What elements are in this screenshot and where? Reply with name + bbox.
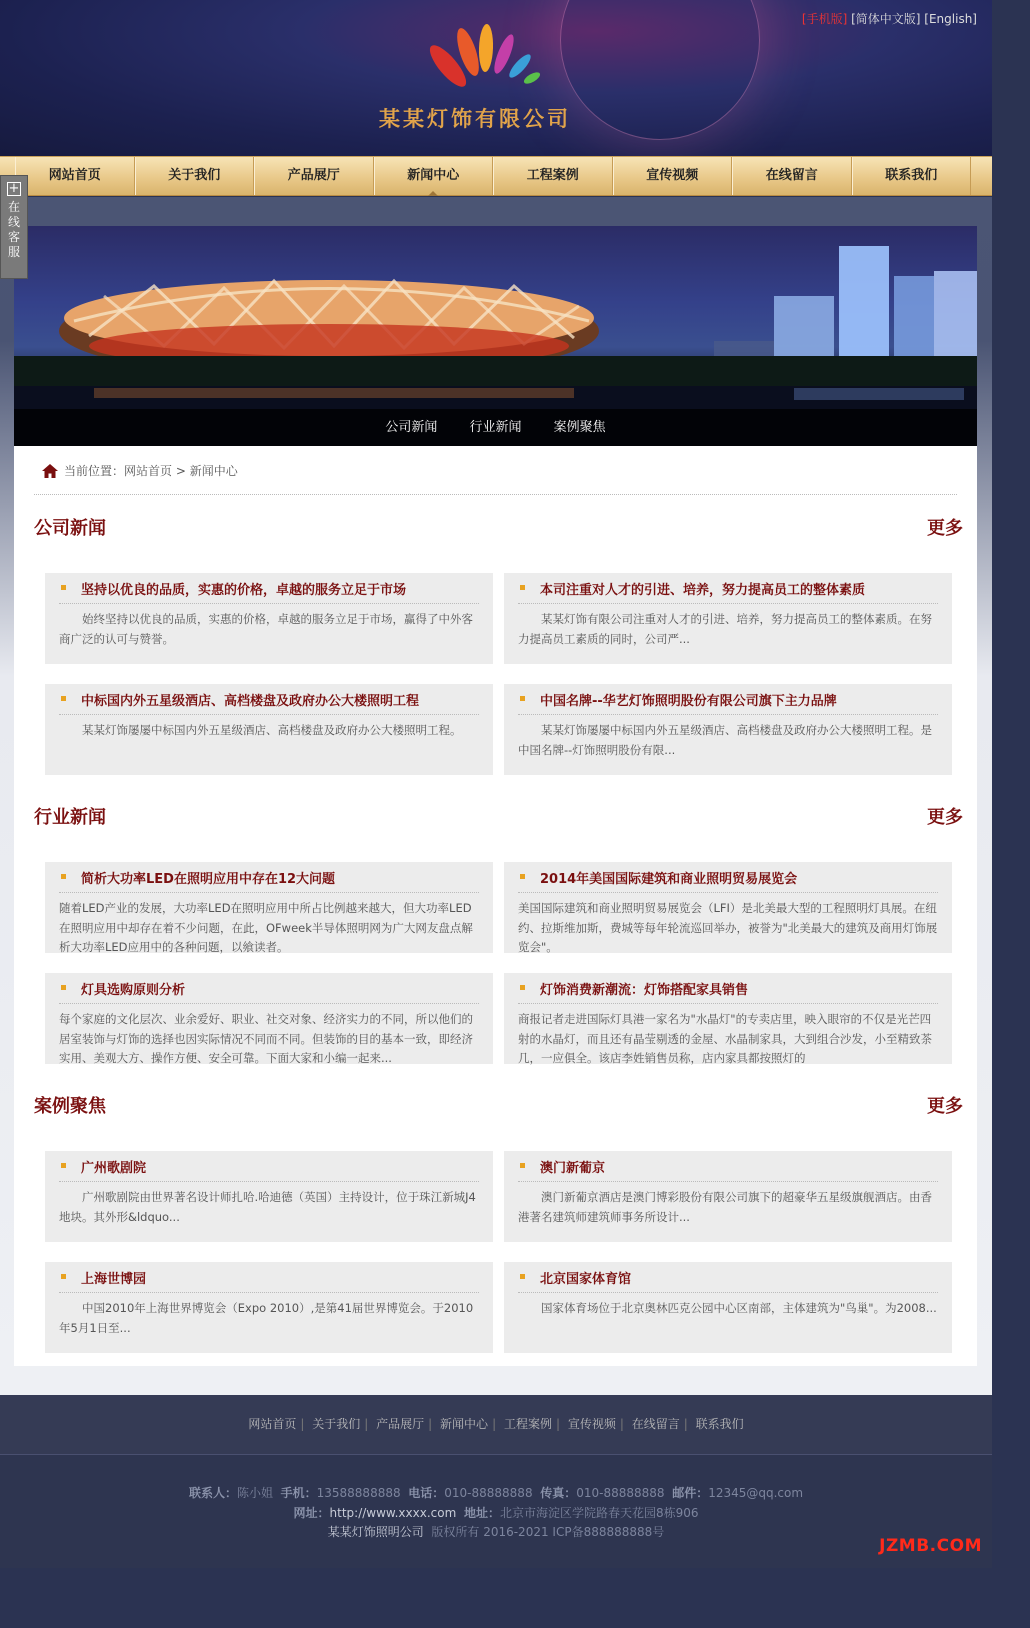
url-label: 网址： — [293, 1506, 330, 1520]
footer-link-news[interactable]: 新闻中心 — [440, 1417, 489, 1431]
site-header — [0, 0, 992, 156]
footer-copyright-line — [0, 1523, 992, 1540]
nav-item-contact[interactable]: 联系我们 — [852, 157, 972, 195]
case-summary: 国家体育场位于北京奥林匹克公园中心区南部，主体建筑为"鸟巢"。为2008... — [541, 1301, 937, 1315]
news-summary: 随着LED产业的发展，大功率LED在照明应用中所占比例越来越大，但大功率LED在照明应用中却存在着不少问题，在此，OFweek半导体照明网为广大网友盘点解析大功率LED应用中的各种问题，以飨读者。 — [59, 901, 473, 954]
divider — [34, 494, 957, 495]
nav-item-products[interactable]: 产品展厅 — [254, 157, 374, 195]
news-title[interactable]: 本司注重对人才的引进、培养，努力提高员工的整体素质 — [518, 579, 938, 604]
nav-item-cases[interactable]: 工程案例 — [493, 157, 613, 195]
case-title[interactable]: 上海世博园 — [59, 1268, 479, 1293]
main-nav — [0, 156, 992, 196]
url-value[interactable]: http://www.xxxx.com — [329, 1506, 457, 1520]
news-title[interactable]: 坚持以优良的品质，实惠的价格，卓越的服务立足于市场 — [59, 579, 479, 604]
news-card[interactable] — [45, 573, 493, 664]
industry-news-more-link[interactable]: 更多 — [927, 807, 963, 828]
company-name-logo: 某某灯饰有限公司 — [379, 106, 571, 131]
footer-address-line — [0, 1504, 992, 1521]
news-summary: 商报记者走进国际灯具港一家名为"水晶灯"的专卖店里，映入眼帘的不仅是光芒四射的水晶灯，而且还有晶莹剔透的金屋、水晶制家具，大到组合沙发，小至精致茶几，一应俱全。该店李姓销售员称，店内家具都按照灯的 — [518, 1012, 932, 1065]
nav-item-news[interactable]: 新闻中心 — [374, 157, 494, 195]
news-summary: 某某灯饰有限公司注重对人才的引进、培养，努力提高员工的整体素质。在努力提高员工素质的同时，公司严... — [518, 612, 932, 646]
watermark-logo: JZMB.COM — [879, 1536, 982, 1556]
lang-mobile-link[interactable]: [手机版] — [801, 12, 848, 26]
copyright-text: 版权所有 2016-2021 ICP备888888888号 — [431, 1525, 665, 1539]
online-service-tab[interactable] — [0, 175, 28, 279]
news-card[interactable] — [504, 684, 952, 775]
breadcrumb — [42, 462, 238, 479]
footer-link-contact[interactable]: 联系我们 — [695, 1417, 744, 1431]
case-summary: 澳门新葡京酒店是澳门博彩股份有限公司旗下的超豪华五星级旗舰酒店。由香港著名建筑师建筑师事务所设计... — [518, 1190, 932, 1224]
case-focus-more-link[interactable]: 更多 — [927, 1096, 963, 1117]
news-summary: 美国国际建筑和商业照明贸易展览会（LFI）是北美最大型的工程照明灯具展。在纽约、拉斯维加斯，费城等每年轮流巡回举办，被誉为"北美最大的建筑及商用灯饰展览会"。 — [518, 901, 938, 954]
case-card[interactable] — [45, 1262, 493, 1353]
main-content — [14, 446, 977, 1366]
company-news-more-link[interactable]: 更多 — [927, 518, 963, 539]
contact-name: 陈小姐 — [236, 1486, 273, 1500]
news-title[interactable]: 2014年美国国际建筑和商业照明贸易展览会 — [518, 868, 938, 893]
footer-link-cases[interactable]: 工程案例 — [503, 1417, 552, 1431]
banner — [14, 226, 977, 446]
address-value: 北京市海淀区学院路春天花园8栋906 — [499, 1506, 699, 1520]
logo-icon[interactable] — [420, 18, 550, 98]
plus-icon: + — [8, 181, 20, 196]
footer-nav: 网站首页 | 关于我们 | 产品展厅 | 新闻中心 | 工程案例 | 宣传视频 | 在线留言 | 联系我们 — [0, 1395, 992, 1455]
email-label: 邮件： — [672, 1486, 709, 1500]
case-summary: 中国2010年上海世界博览会（Expo 2010）,是第41届世界博览会。于2010年5月1日至... — [59, 1301, 474, 1335]
lang-en-link[interactable]: [English] — [924, 12, 977, 26]
news-card[interactable] — [45, 973, 493, 1064]
news-title[interactable]: 简析大功率LED在照明应用中存在12大问题 — [59, 868, 479, 893]
nav-item-home[interactable]: 网站首页 — [15, 157, 135, 195]
news-summary: 始终坚持以优良的品质，实惠的价格，卓越的服务立足于市场，赢得了中外客商广泛的认可与赞誉。 — [59, 612, 473, 646]
mobile-value: 13588888888 — [316, 1486, 401, 1500]
breadcrumb-current: 新闻中心 — [189, 464, 238, 478]
case-summary: 广州歌剧院由世界著名设计师扎哈.哈迪德（英国）主持设计，位于珠江新城J4地块。其外形&ldquo... — [59, 1190, 476, 1224]
news-title[interactable]: 中标国内外五星级酒店、高档楼盘及政府办公大楼照明工程 — [59, 690, 479, 715]
subnav-company-news[interactable]: 公司新闻 — [385, 420, 438, 435]
footer-link-message[interactable]: 在线留言 — [631, 1417, 680, 1431]
breadcrumb-prefix: 当前位置： — [64, 464, 125, 478]
tel-label: 电话： — [408, 1486, 445, 1500]
news-card[interactable] — [504, 573, 952, 664]
news-title[interactable]: 灯具选购原则分析 — [59, 979, 479, 1004]
section-title-industry-news: 行业新闻 — [34, 807, 106, 828]
footer-link-products[interactable]: 产品展厅 — [376, 1417, 425, 1431]
language-switcher — [802, 10, 977, 27]
breadcrumb-home-link[interactable]: 网站首页 — [124, 464, 173, 478]
news-card[interactable] — [45, 684, 493, 775]
news-summary: 某某灯饰屡屡中标国内外五星级酒店、高档楼盘及政府办公大楼照明工程。 — [82, 723, 462, 737]
nav-item-videos[interactable]: 宣传视频 — [613, 157, 733, 195]
news-card[interactable] — [504, 973, 952, 1064]
breadcrumb-separator: > — [172, 463, 190, 478]
case-card[interactable] — [45, 1151, 493, 1242]
email-value: 12345@qq.com — [708, 1486, 804, 1500]
fax-label: 传真： — [540, 1486, 577, 1500]
section-title-case-focus: 案例聚焦 — [34, 1096, 106, 1117]
case-title[interactable]: 澳门新葡京 — [518, 1157, 938, 1182]
news-summary: 每个家庭的文化层次、业余爱好、职业、社交对象、经济实力的不同，所以他们的居室装饰与灯饰的选择也因实际情况不同而不同。但装饰的目的基本一致，即经济实用、美观大方、操作方便、安全可靠。下面大家和小编一起来... — [59, 1012, 473, 1065]
case-card[interactable] — [504, 1151, 952, 1242]
fax-value: 010-88888888 — [576, 1486, 665, 1500]
online-service-label: 在线客服 — [7, 200, 20, 259]
footer-info — [0, 1455, 992, 1568]
footer-link-about[interactable]: 关于我们 — [312, 1417, 361, 1431]
footer-contact-line — [0, 1484, 992, 1501]
contact-label: 联系人： — [188, 1486, 237, 1500]
footer-link-videos[interactable]: 宣传视频 — [567, 1417, 616, 1431]
case-title[interactable]: 北京国家体育馆 — [518, 1268, 938, 1293]
subnav-case-focus[interactable]: 案例聚焦 — [553, 420, 606, 435]
case-card[interactable] — [504, 1262, 952, 1353]
home-icon — [42, 464, 58, 478]
nav-item-message[interactable]: 在线留言 — [732, 157, 852, 195]
tel-value: 010-88888888 — [444, 1486, 533, 1500]
news-summary: 某某灯饰屡屡中标国内外五星级酒店、高档楼盘及政府办公大楼照明工程。是中国名牌--灯饰照明股份有限... — [518, 723, 932, 757]
lang-cn-link[interactable]: [简体中文版] — [851, 12, 921, 26]
news-card[interactable] — [45, 862, 493, 953]
case-title[interactable]: 广州歌剧院 — [59, 1157, 479, 1182]
nav-item-about[interactable]: 关于我们 — [135, 157, 255, 195]
footer-link-home[interactable]: 网站首页 — [248, 1417, 297, 1431]
subnav-industry-news[interactable]: 行业新闻 — [469, 420, 522, 435]
mobile-label: 手机： — [280, 1486, 317, 1500]
news-card[interactable] — [504, 862, 952, 953]
section-title-company-news: 公司新闻 — [34, 518, 106, 539]
address-label: 地址： — [463, 1506, 500, 1520]
news-title[interactable]: 中国名牌--华艺灯饰照明股份有限公司旗下主力品牌 — [518, 690, 938, 715]
news-title[interactable]: 灯饰消费新潮流：灯饰搭配家具销售 — [518, 979, 938, 1004]
banner-subnav — [14, 409, 977, 446]
footer-company: 某某灯饰照明公司 — [327, 1525, 424, 1539]
